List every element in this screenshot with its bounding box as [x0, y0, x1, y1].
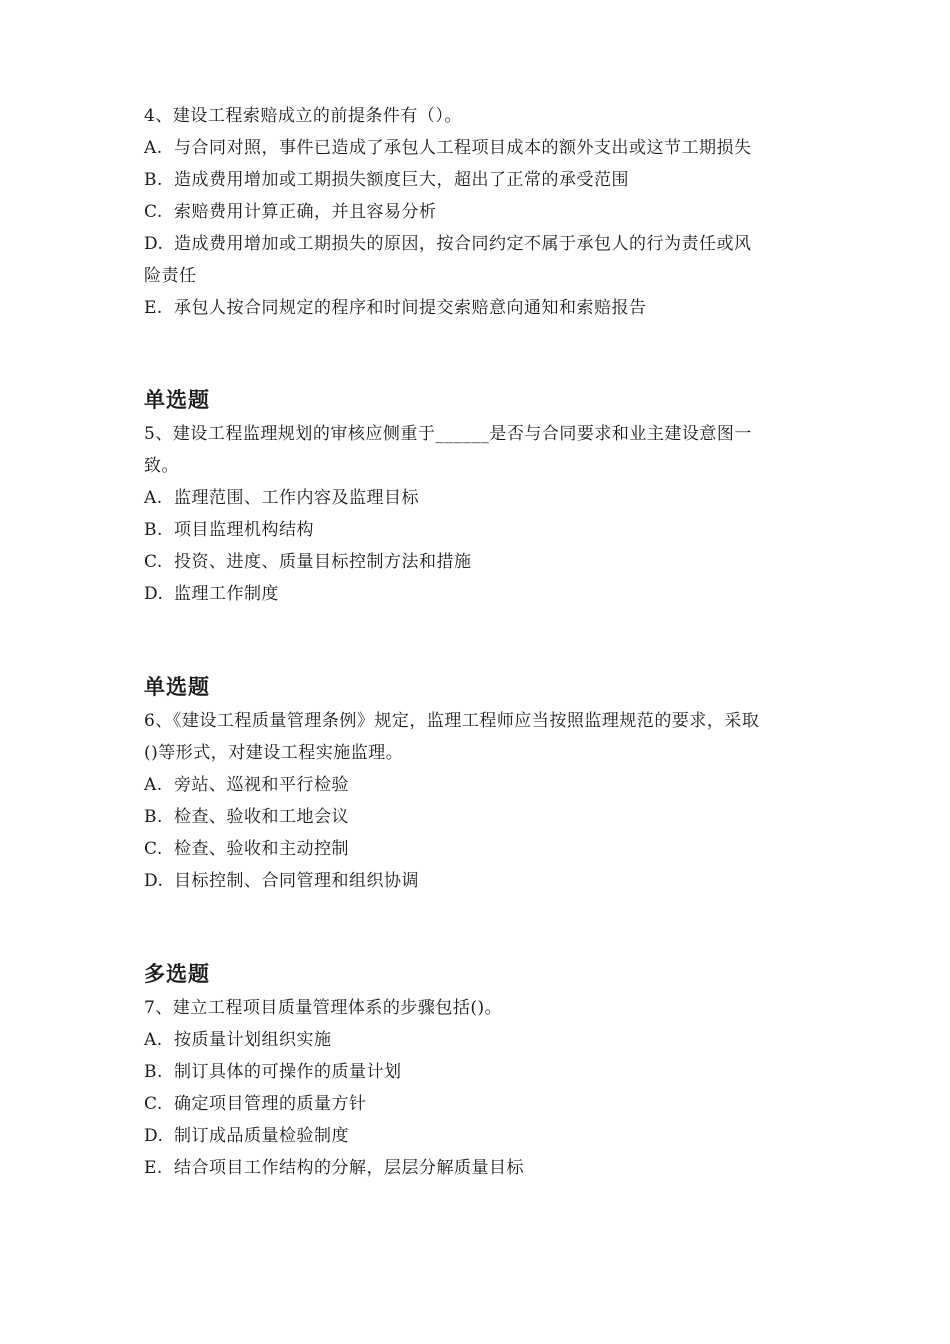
option-letter: D. — [144, 871, 164, 891]
option-d-continuation: 险责任 — [144, 266, 197, 286]
option-text: 与合同对照，事件已造成了承包人工程项目成本的额外支出或这节工期损失 — [174, 138, 752, 158]
option-letter: A. — [144, 1030, 163, 1050]
question-block-7 — [144, 958, 824, 1184]
option-letter: C. — [144, 202, 163, 222]
option-d — [144, 1120, 824, 1152]
option-letter: A. — [144, 775, 163, 795]
option-d — [144, 865, 824, 897]
option-text: 项目监理机构结构 — [174, 520, 314, 540]
option-c — [144, 833, 824, 865]
option-text: 索赔费用计算正确，并且容易分析 — [174, 202, 437, 222]
option-text: 按质量计划组织实施 — [174, 1030, 332, 1050]
option-letter: B. — [144, 807, 163, 827]
option-c — [144, 1088, 824, 1120]
option-letter: A. — [144, 488, 163, 508]
option-text: 旁站、巡视和平行检验 — [174, 775, 349, 795]
option-letter: C. — [144, 552, 163, 572]
option-letter: B. — [144, 1062, 163, 1082]
option-letter: C. — [144, 1094, 163, 1114]
option-b — [144, 801, 824, 833]
question-text-line-2: ()等形式，对建设工程实施监理。 — [144, 743, 404, 763]
option-text: 确定项目管理的质量方针 — [174, 1094, 367, 1114]
option-a — [144, 482, 824, 514]
option-a — [144, 1024, 824, 1056]
section-heading: 多选题 — [144, 962, 210, 986]
option-text: 检查、验收和工地会议 — [174, 807, 349, 827]
section-heading: 单选题 — [144, 388, 210, 412]
question-text-line-1: 5、建设工程监理规划的审核应侧重于______是否与合同要求和业主建设意图一 — [144, 424, 752, 444]
option-d — [144, 578, 824, 610]
option-letter: D. — [144, 584, 164, 604]
option-text: 目标控制、合同管理和组织协调 — [174, 871, 419, 891]
option-text: 监理范围、工作内容及监理目标 — [174, 488, 419, 508]
option-text: 制订成品质量检验制度 — [174, 1126, 349, 1146]
option-letter: C. — [144, 839, 163, 859]
option-text: 检查、验收和主动控制 — [174, 839, 349, 859]
option-letter: B. — [144, 170, 163, 190]
question-block-6 — [144, 671, 824, 897]
option-letter: D. — [144, 1126, 164, 1146]
option-text: 制订具体的可操作的质量计划 — [174, 1062, 402, 1082]
question-text: 7、建立工程项目质量管理体系的步骤包括()。 — [144, 998, 503, 1018]
option-text: 投资、进度、质量目标控制方法和措施 — [174, 552, 472, 572]
section-heading: 单选题 — [144, 675, 210, 699]
option-c — [144, 546, 824, 578]
option-letter: E. — [144, 298, 163, 318]
option-text: 承包人按合同规定的程序和时间提交索赔意向通知和索赔报告 — [174, 298, 647, 318]
option-text: 造成费用增加或工期损失额度巨大，超出了正常的承受范围 — [174, 170, 629, 190]
option-a — [144, 769, 824, 801]
option-letter: A. — [144, 138, 163, 158]
option-e — [144, 292, 824, 324]
question-block-4 — [144, 100, 824, 324]
option-text: 结合项目工作结构的分解，层层分解质量目标 — [174, 1158, 524, 1178]
question-text: 4、建设工程索赔成立的前提条件有（）。 — [144, 106, 462, 126]
question-text-line-1: 6、《建设工程质量管理条例》规定，监理工程师应当按照监理规范的要求，采取 — [144, 711, 760, 731]
option-b — [144, 1056, 824, 1088]
option-letter: D. — [144, 234, 164, 254]
question-text-line-2: 致。 — [144, 456, 179, 476]
option-b — [144, 514, 824, 546]
option-text: 造成费用增加或工期损失的原因，按合同约定不属于承包人的行为责任或风 — [174, 234, 752, 254]
option-e — [144, 1152, 824, 1184]
option-d — [144, 228, 824, 260]
option-b — [144, 164, 824, 196]
option-c — [144, 196, 824, 228]
option-letter: B. — [144, 520, 163, 540]
option-text: 监理工作制度 — [174, 584, 279, 604]
option-a — [144, 132, 824, 164]
option-letter: E. — [144, 1158, 163, 1178]
question-block-5 — [144, 384, 824, 610]
